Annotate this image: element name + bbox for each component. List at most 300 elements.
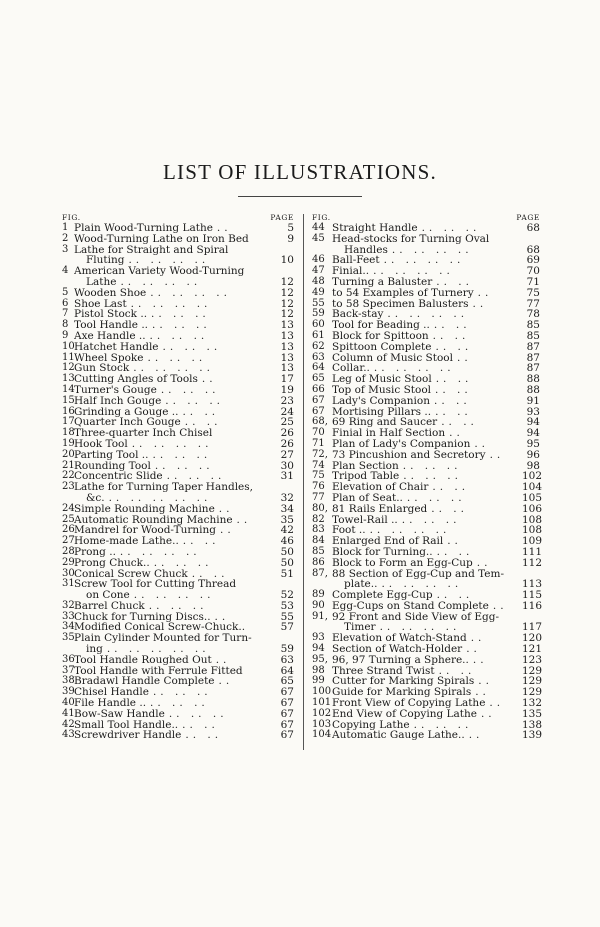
list-item — [62, 655, 294, 666]
leader-dots: .. — [492, 600, 508, 612]
figure-number: 29 — [62, 556, 75, 568]
list-item — [62, 255, 294, 266]
title-rule — [238, 196, 362, 197]
page-number: 13 — [280, 362, 294, 375]
leader-dots: .. .. .. — [153, 557, 213, 569]
list-item — [62, 666, 294, 677]
figure-caption — [332, 417, 522, 428]
figure-caption — [332, 461, 522, 472]
page-number: 78 — [526, 308, 540, 321]
figure-caption — [332, 331, 522, 342]
page-number: 71 — [526, 275, 540, 288]
figure-caption — [332, 676, 522, 687]
figure-caption — [332, 245, 522, 256]
caption-text: Plan Section — [332, 460, 399, 472]
figure-number: 34 — [62, 621, 75, 633]
list-item — [62, 363, 294, 374]
page-number: 102 — [522, 470, 543, 483]
caption-text: Three Strand Twist — [332, 665, 435, 677]
figure-number: 43 — [62, 729, 75, 741]
list-item — [312, 342, 540, 353]
figure-caption — [332, 709, 522, 720]
page-number: 12 — [280, 286, 294, 299]
list-item — [62, 720, 294, 731]
figure-caption — [74, 353, 276, 364]
leader-dots: .. .. .. .. — [381, 579, 463, 591]
caption-text: Collar.. — [332, 363, 370, 375]
caption-text: Parting Tool .. — [74, 449, 149, 461]
page-number: 69 — [526, 254, 540, 267]
figure-number: 63 — [312, 351, 325, 363]
page-number: 50 — [280, 545, 294, 558]
caption-text: Timer — [344, 622, 376, 634]
figure-number: 46 — [312, 254, 325, 266]
caption-text: Wooden Shoe — [74, 287, 147, 299]
leader-dots: .. .. .. .. — [133, 590, 215, 601]
caption-text: Lady's Companion — [332, 395, 430, 407]
figure-caption — [332, 644, 522, 655]
figure-caption — [332, 633, 522, 644]
caption-text: Back-stay — [332, 309, 384, 321]
leader-dots: .. .. — [436, 590, 474, 601]
figure-number: 102 — [312, 707, 332, 719]
caption-text: Head-stocks for Turning Oval — [332, 233, 490, 245]
caption-text: Egg-Cups on Stand Complete — [332, 600, 489, 612]
page-number: 108 — [522, 513, 543, 526]
figure-caption — [332, 525, 522, 536]
caption-text: Tool Handle with Ferrule Fitted — [74, 665, 243, 677]
figure-number: 35 — [62, 632, 75, 644]
left-column — [62, 213, 294, 741]
list-item — [312, 664, 543, 677]
list-item — [62, 601, 294, 612]
figure-caption — [74, 504, 276, 515]
leader-dots: .. .. .. — [166, 471, 226, 483]
leader-dots: .. .. — [435, 384, 472, 396]
page-number: 138 — [522, 718, 543, 731]
figure-number: 14 — [62, 383, 75, 395]
list-item — [62, 504, 294, 515]
figure-caption — [74, 245, 276, 256]
figure-caption — [332, 482, 522, 493]
column-header — [62, 213, 294, 223]
page-number: 64 — [280, 664, 294, 677]
figure-caption — [74, 461, 276, 472]
caption-text: Elevation of Chair — [332, 482, 429, 493]
list-item — [312, 545, 543, 558]
list-item — [62, 234, 294, 245]
page-number: 77 — [526, 297, 540, 310]
list-item — [312, 277, 540, 288]
page-number: 67 — [280, 718, 294, 731]
figure-caption — [74, 515, 276, 526]
leader-dots: .. .. .. .. — [373, 266, 454, 277]
page-number: 63 — [280, 653, 294, 666]
list-item — [62, 342, 294, 353]
list-item — [312, 470, 543, 483]
figure-number: 21 — [62, 459, 75, 471]
figure-number: 60 — [312, 319, 325, 331]
caption-text: American Variety Wood-Turning — [74, 266, 245, 277]
figure-number: 33 — [62, 610, 75, 622]
list-item — [312, 353, 540, 364]
caption-text: Towel-Rail .. — [332, 514, 398, 526]
figure-number: 45 — [312, 232, 325, 244]
leader-dots: .. .. — [435, 406, 472, 418]
leader-dots: .. — [480, 708, 496, 720]
list-item — [62, 461, 294, 472]
figure-caption — [74, 299, 276, 310]
caption-text: Bradawl Handle Complete — [74, 676, 215, 688]
list-item — [62, 569, 294, 580]
column-header — [312, 213, 540, 223]
caption-text: Gun Stock — [74, 363, 130, 375]
caption-text: Chisel Handle — [74, 687, 149, 699]
figure-caption — [332, 277, 522, 288]
leader-dots: .. — [218, 503, 234, 515]
figure-number: 103 — [312, 718, 332, 730]
page-number: 27 — [280, 448, 294, 461]
figure-number: 95, — [312, 653, 328, 665]
caption-text: Barrel Chuck — [74, 600, 145, 612]
figure-caption — [74, 525, 276, 536]
fig-heading: FIG. — [62, 213, 81, 222]
figure-caption — [74, 363, 276, 374]
leader-dots: .. .. .. .. — [391, 244, 473, 256]
caption-text: End View of Copying Lathe — [332, 708, 477, 720]
figure-number: 91, — [312, 610, 328, 622]
page-number: 87 — [526, 362, 540, 375]
leader-dots: .. — [216, 223, 232, 234]
figure-number: 10 — [62, 340, 75, 352]
page-number: 94 — [526, 427, 540, 440]
list-item — [62, 644, 294, 655]
figure-number: 25 — [62, 513, 75, 525]
figure-caption — [74, 590, 276, 601]
leader-dots: .. .. .. — [160, 384, 220, 396]
caption-text: Hatchet Handle — [74, 341, 159, 353]
list-item — [62, 299, 294, 310]
figure-caption — [332, 612, 522, 623]
list-item — [62, 320, 294, 331]
leader-dots: .. .. .. — [151, 309, 210, 321]
figure-caption — [332, 601, 522, 612]
list-item — [62, 493, 294, 504]
caption-text: &c. — [86, 492, 105, 504]
list-item — [312, 385, 540, 396]
page-number: 115 — [522, 589, 543, 602]
figure-number: 100 — [312, 686, 332, 698]
page-number: 59 — [280, 643, 294, 656]
page-number: 85 — [526, 319, 540, 332]
figure-number: 68, — [312, 416, 328, 428]
leader-dots: .. — [475, 687, 490, 699]
page-number: 116 — [522, 599, 543, 612]
figure-caption — [74, 601, 276, 612]
caption-text: 73 Pincushion and Secretory — [332, 449, 486, 461]
leader-dots: .. .. — [432, 482, 470, 493]
page-number: 123 — [522, 653, 543, 666]
caption-text: Finial in Half Section — [332, 428, 446, 439]
figure-number: 36 — [62, 653, 75, 665]
figure-caption — [332, 569, 522, 580]
caption-text: Block for Spittoon — [332, 330, 429, 342]
page-number: 10 — [280, 254, 294, 267]
caption-text: Top of Music Stool — [332, 384, 432, 396]
figure-caption — [74, 569, 276, 580]
list-item — [312, 502, 543, 515]
list-item — [62, 536, 294, 547]
figure-number: 94 — [312, 643, 325, 655]
leader-dots: .. .. .. — [152, 687, 212, 699]
list-item — [62, 525, 294, 536]
list-item — [62, 687, 294, 698]
figure-number: 71 — [312, 437, 325, 449]
caption-text: Chuck for Turning Discs.. — [74, 611, 211, 623]
caption-text: Lathe for Turning Taper Handles, — [74, 482, 253, 493]
leader-dots: .. — [472, 298, 488, 310]
list-item — [62, 309, 294, 320]
leader-dots: .. .. .. — [406, 492, 466, 504]
leader-dots: .. — [449, 428, 464, 439]
page-number: 95 — [526, 437, 540, 450]
figure-number: 104 — [312, 729, 332, 741]
column-divider — [303, 214, 304, 750]
leader-dots: .. — [218, 676, 234, 688]
list-item — [62, 590, 294, 601]
figure-number: 62 — [312, 340, 325, 352]
caption-text: Conical Screw Chuck — [74, 568, 188, 580]
figure-caption — [74, 342, 276, 353]
page-number: 85 — [526, 329, 540, 342]
figure-number: 16 — [62, 405, 75, 417]
figure-number: 82 — [312, 513, 325, 525]
page-number: 120 — [522, 632, 543, 645]
page-number: 68 — [526, 222, 540, 234]
caption-text: Turning a Baluster — [332, 276, 433, 288]
leader-dots: .. .. — [436, 546, 474, 558]
caption-text: Plain Wood-Turning Lathe — [74, 223, 213, 234]
list-item — [312, 428, 540, 439]
figure-number: 22 — [62, 470, 75, 482]
page-number: 53 — [280, 599, 294, 612]
figure-caption — [332, 439, 522, 450]
list-item — [62, 277, 294, 288]
caption-text: Mandrel for Wood-Turning — [74, 525, 216, 537]
list-item — [312, 396, 540, 407]
page-number: 88 — [526, 373, 540, 386]
caption-text: Lathe for Straight and Spiral — [74, 244, 229, 256]
leader-dots: .. .. — [182, 719, 219, 731]
page-heading: PAGE — [516, 213, 540, 222]
page-number: 25 — [280, 416, 294, 429]
figure-number: 74 — [312, 459, 325, 471]
leader-dots: .. .. .. .. — [369, 525, 451, 537]
leader-dots: .. .. — [191, 568, 229, 580]
leader-dots: .. — [477, 287, 493, 299]
figure-caption — [332, 255, 522, 266]
page-number: 94 — [526, 416, 540, 429]
figure-caption — [74, 493, 276, 504]
caption-text: Three-quarter Inch Chisel — [74, 428, 213, 439]
caption-text: Ball-Feet — [332, 255, 380, 267]
list-item — [62, 417, 294, 428]
caption-text: Axe Handle .. — [74, 330, 146, 342]
figure-caption — [332, 342, 522, 353]
page-number: 46 — [280, 535, 294, 548]
list-item — [312, 374, 540, 385]
leader-dots: .. — [201, 374, 217, 385]
list-item — [62, 288, 294, 299]
caption-text: 81 Rails Enlarged — [332, 503, 428, 515]
leader-dots: .. — [220, 525, 235, 537]
list-item — [62, 482, 294, 493]
leader-dots: .. .. — [441, 417, 478, 429]
list-item — [62, 428, 294, 439]
caption-text: Block to Form an Egg-Cup — [332, 557, 473, 569]
figure-caption — [332, 407, 522, 418]
page-number: 31 — [280, 470, 294, 483]
page-number: 129 — [522, 675, 543, 688]
figure-caption — [74, 407, 276, 418]
list-item — [312, 569, 540, 580]
figure-number: 30 — [62, 567, 75, 579]
figure-number: 67 — [312, 394, 325, 406]
list-item — [62, 245, 294, 256]
figure-caption — [74, 482, 276, 493]
figure-number: 40 — [62, 697, 75, 709]
page-number: 67 — [280, 707, 294, 720]
list-item — [312, 535, 543, 548]
figure-number: 90 — [312, 599, 325, 611]
figure-caption — [332, 428, 522, 439]
leader-dots: .. — [466, 644, 481, 655]
caption-text: Small Tool Handle.. — [74, 719, 179, 731]
figure-number: 8 — [62, 319, 69, 331]
leader-dots: .. — [489, 449, 505, 461]
caption-text: Grinding a Gouge .. — [74, 406, 179, 418]
figure-number: 7 — [62, 308, 69, 320]
caption-text: Quarter Inch Gouge — [74, 417, 181, 429]
caption-text: Rounding Tool — [74, 460, 151, 472]
leader-dots: .. .. .. — [149, 330, 209, 342]
list-item — [62, 396, 294, 407]
figure-number: 99 — [312, 675, 325, 687]
page-number: 13 — [280, 340, 294, 353]
caption-text: Simple Rounding Machine — [74, 503, 215, 515]
list-item — [62, 439, 294, 450]
page-number: 98 — [526, 459, 540, 472]
figure-caption — [332, 299, 522, 310]
list-item — [312, 491, 543, 504]
list-item — [62, 676, 294, 687]
caption-text: Prong Chuck.. — [74, 557, 150, 569]
illustration-list — [312, 222, 543, 742]
caption-text: on Cone — [86, 590, 130, 601]
figure-caption — [332, 385, 522, 396]
caption-text: Cutter for Marking Spirals — [332, 676, 475, 688]
figure-caption — [74, 622, 276, 633]
figure-number: 42 — [62, 718, 75, 730]
figure-caption — [74, 374, 276, 385]
page-number: 96 — [526, 448, 540, 461]
figure-number: 11 — [62, 351, 75, 363]
leader-dots: .. .. — [438, 665, 476, 677]
list-item — [312, 621, 543, 634]
list-item — [62, 698, 294, 709]
figure-number: 38 — [62, 675, 75, 687]
figure-number: 65 — [312, 373, 325, 385]
list-item — [62, 223, 294, 234]
list-item — [312, 299, 540, 310]
figure-caption — [74, 450, 276, 461]
page-number: 13 — [280, 351, 294, 364]
illustration-list — [62, 223, 294, 741]
list-item — [62, 353, 294, 364]
caption-text: Automatic Gauge Lathe.. — [332, 730, 465, 742]
caption-text: Section of Watch-Holder — [332, 644, 463, 655]
caption-text: Finial.. — [332, 266, 370, 277]
figure-caption — [332, 687, 522, 698]
figure-caption — [74, 547, 276, 558]
leader-dots: .. .. — [435, 341, 473, 353]
figure-caption — [332, 471, 522, 482]
leader-dots: .. .. .. .. — [131, 438, 213, 450]
list-item — [62, 331, 294, 342]
caption-text: to 54 Examples of Turnery — [332, 287, 474, 299]
list-item — [62, 579, 294, 590]
leader-dots: .. .. .. .. — [373, 363, 455, 375]
figure-caption — [74, 428, 276, 439]
leader-dots: .. .. .. — [421, 223, 481, 234]
list-item — [62, 374, 294, 385]
figure-number: 47 — [312, 265, 325, 277]
figure-caption — [332, 536, 522, 547]
figure-number: 5 — [62, 286, 69, 298]
leader-dots: .. — [236, 514, 252, 526]
page-number: 50 — [280, 556, 294, 569]
leader-dots: .. .. .. — [165, 395, 224, 407]
list-item — [312, 653, 543, 666]
list-item — [62, 633, 294, 644]
caption-text: Tool Handle Roughed Out — [74, 654, 212, 666]
caption-text: Lathe — [86, 276, 117, 288]
figure-number: 13 — [62, 373, 75, 385]
figure-caption — [74, 720, 276, 731]
list-item — [312, 686, 543, 699]
page-number: 19 — [280, 383, 294, 396]
figure-number: 80, — [312, 502, 328, 514]
figure-number: 19 — [62, 437, 75, 449]
figure-number: 28 — [62, 545, 75, 557]
leader-dots: .. .. .. .. — [128, 255, 210, 267]
page-number: 30 — [280, 459, 294, 472]
list-item — [62, 385, 294, 396]
list-item — [312, 417, 540, 428]
page-number: 17 — [280, 373, 294, 386]
page-number: 12 — [280, 297, 294, 310]
figure-caption — [332, 515, 522, 526]
figure-caption — [332, 590, 522, 601]
caption-text: Leg of Music Stool — [332, 374, 432, 385]
figure-caption — [332, 309, 522, 320]
list-item — [62, 407, 294, 418]
figure-caption — [74, 320, 276, 331]
figure-number: 26 — [62, 524, 75, 536]
list-item — [312, 363, 540, 374]
figure-caption — [74, 396, 276, 407]
figure-caption — [332, 493, 522, 504]
